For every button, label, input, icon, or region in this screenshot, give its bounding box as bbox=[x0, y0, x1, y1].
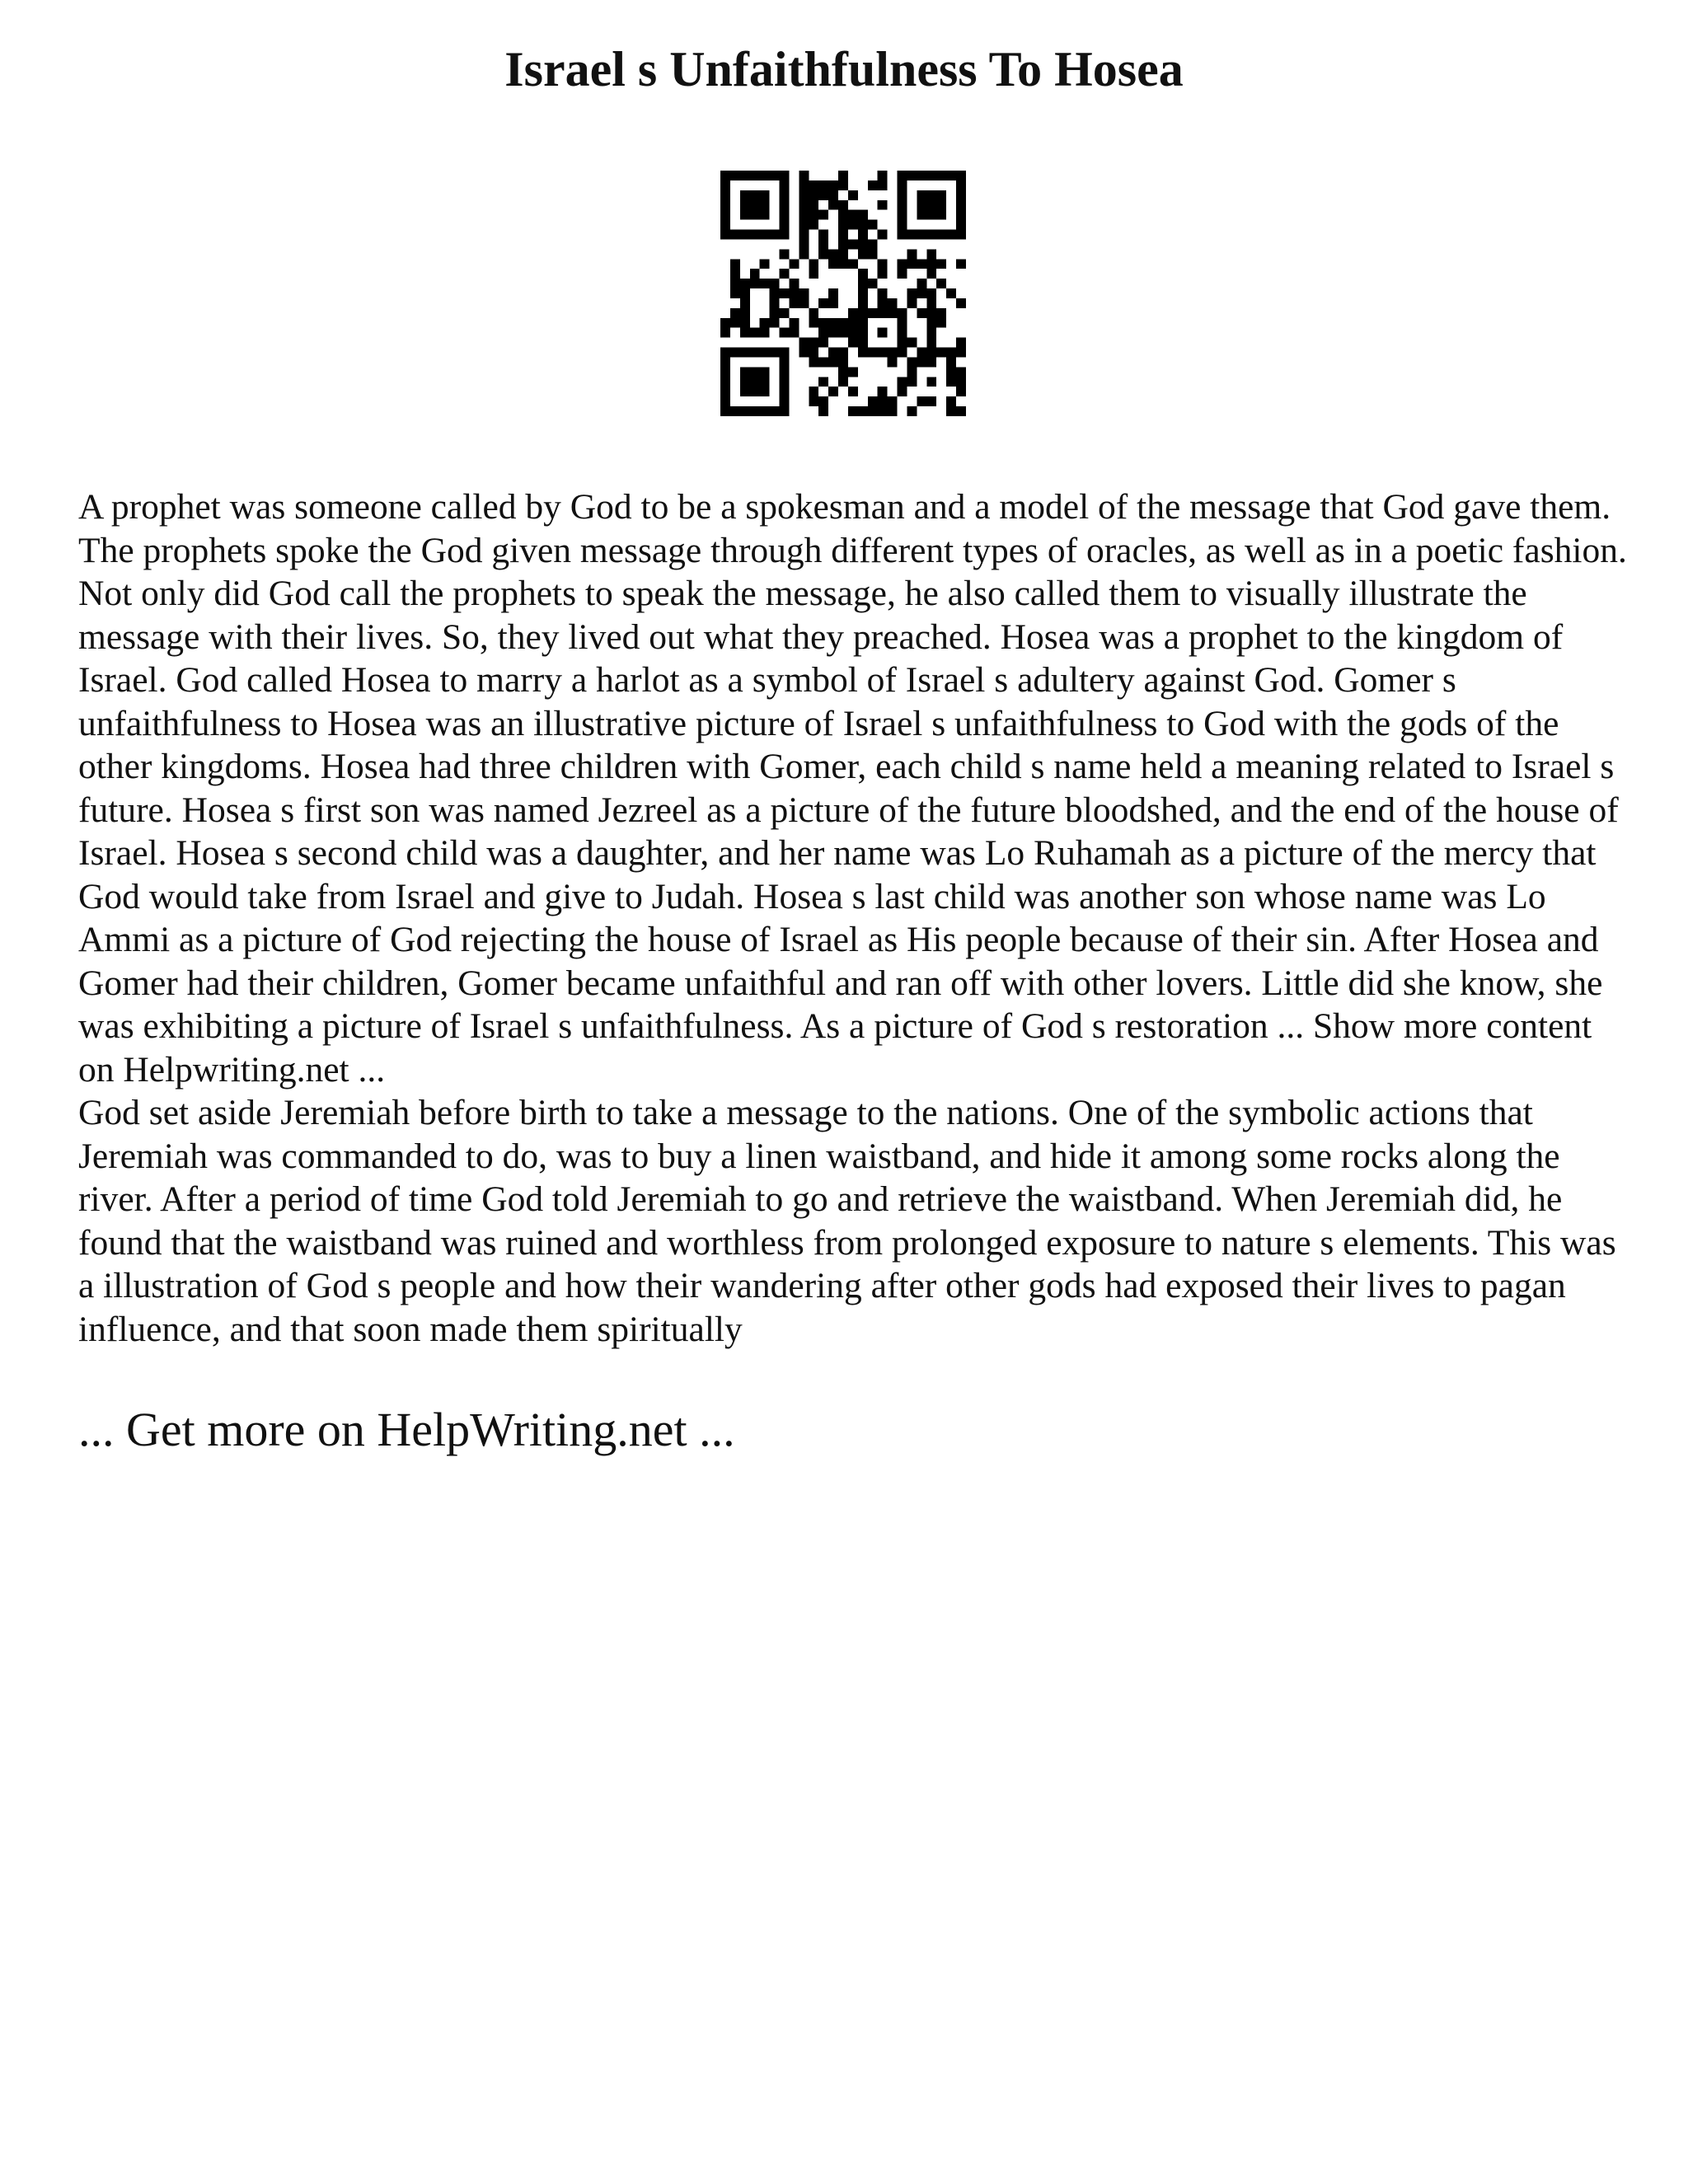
get-more-link[interactable]: ... Get more on HelpWriting.net ... bbox=[78, 1403, 735, 1456]
paragraph-hosea: A prophet was someone called by God to be a spokesman and a model of the message that God gave them. The prophets spoke the God given message through different types of oracles, as well as in a poetic fashion. Not only did God call the prophets to speak the message, he also called them to visually illustrate the message with their lives. So, they lived out what they preached. Hosea was a prophet to the kingdom of Israel. God called Hosea to marry a harlot as a symbol of Israel s adultery against God. Gomer s unfaithfulness to Hosea was an illustrative picture of Israel s unfaithfulness to God with the gods of the other kingdoms. Hosea had three children with Gomer, each child s name held a meaning related to Israel s future. Hosea s first son was named Jezreel as a picture of the future bloodshed, and the end of the house of Israel. Hosea s second child was a daughter, and her name was Lo Ruhamah as a picture of the mercy that God would take from Israel and give to Judah. Hosea s last child was another son whose name was Lo Ammi as a picture of God rejecting the house of Israel as His people because of their sin. After Hosea and Gomer had their children, Gomer became unfaithful and ran off with other lovers. Little did she know, she was exhibiting a picture of Israel s unfaithfulness. As a picture of God s restoration ... Show more content on Helpwriting.net ... bbox=[78, 487, 1627, 1090]
qr-code-icon bbox=[720, 171, 966, 416]
paragraph-jeremiah: God set aside Jeremiah before birth to take a message to the nations. One of the symbolic actions that Jeremiah was commanded to do, was to buy a linen waistband, and hide it among some rocks along the river. After a period of time God told Jeremiah to go and retrieve the waistband. When Jeremiah did, he found that the waistband was ruined and worthless from prolonged exposure to nature s elements. This was a illustration of God s people and how their wandering after other gods had exposed their lives to pagan influence, and that soon made them spiritually bbox=[78, 1093, 1616, 1349]
article-body bbox=[78, 485, 1628, 1351]
page-title: Israel s Unfaithfulness To Hosea bbox=[504, 42, 1184, 96]
